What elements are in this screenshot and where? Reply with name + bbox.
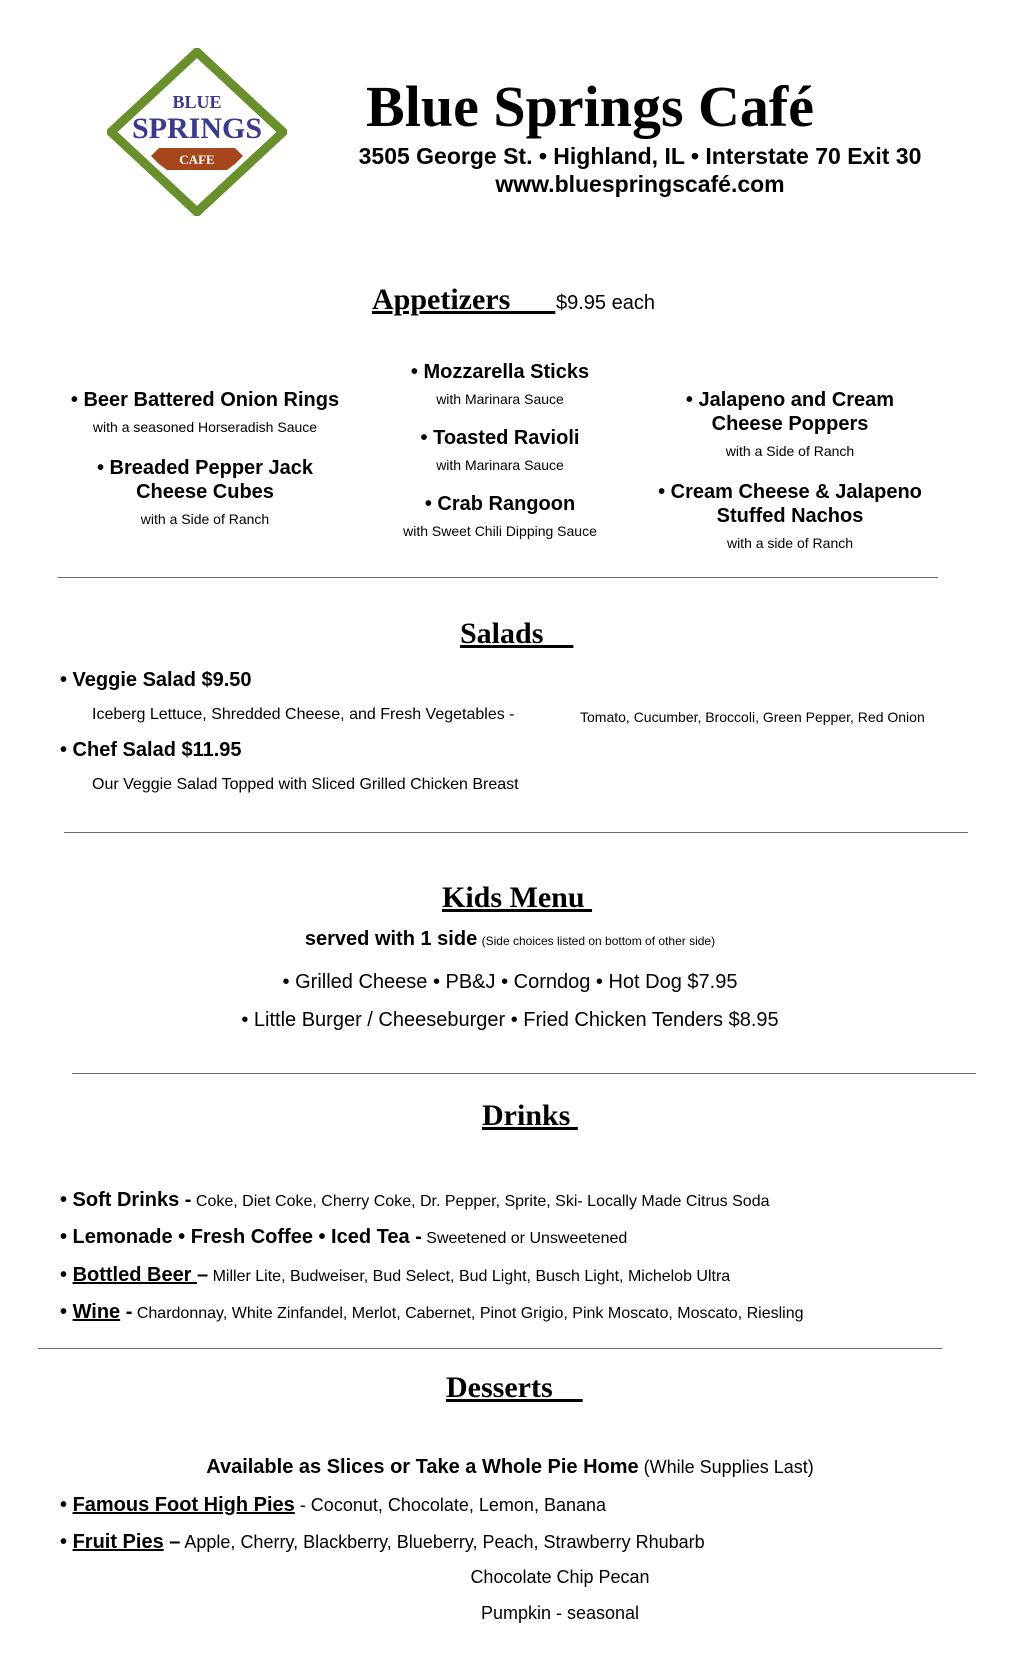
appetizer-desc: with a Side of Ranch (725, 443, 855, 459)
drink-desc: Chardonnay, White Zinfandel, Merlot, Cabernet, Pinot Grigio, Pink Moscato, Moscato, Riesling (132, 1305, 804, 1322)
drink-bullet: • (60, 1264, 73, 1286)
kids-served-label: served with 1 side (304, 928, 478, 950)
appetizer-item (70, 388, 340, 436)
cafe-website[interactable]: www.bluespringscafé.com (495, 171, 785, 197)
drink-label: Wine (72, 1301, 121, 1323)
dessert-row-famous (60, 1493, 606, 1517)
appetizers-middle-column (360, 360, 640, 560)
cafe-address: 3505 George St. • Highland, IL • Interstate 70 Exit 30 (358, 143, 922, 169)
kids-line-2: • Little Burger / Cheeseburger • Fried Chicken Tenders $8.95 (241, 1009, 779, 1031)
appetizer-desc: with a seasoned Horseradish Sauce (92, 419, 318, 435)
dessert-extra-pecan: Chocolate Chip Pecan (470, 1567, 650, 1587)
salad-desc: Iceberg Lettuce, Shredded Cheese, and Fresh Vegetables - (92, 706, 515, 723)
logo-line2: SPRINGS (131, 112, 263, 145)
desserts-heading: Desserts (446, 1371, 583, 1404)
appetizer-desc: with Marinara Sauce (436, 457, 564, 473)
appetizer-name: • Cream Cheese & Jalapeno Stuffed Nachos (658, 481, 922, 527)
section-divider (64, 832, 968, 833)
salad-title: • Veggie Salad $9.50 (60, 669, 252, 691)
cafe-title: Blue Springs Café (366, 74, 814, 139)
appetizer-item (650, 480, 930, 552)
drink-desc: Sweetened or Unsweetened (421, 1230, 628, 1247)
drink-row-lemonade (60, 1225, 627, 1251)
appetizer-item (70, 456, 340, 528)
kids-heading: Kids Menu (442, 881, 593, 914)
appetizer-name: • Breaded Pepper Jack Cheese Cubes (97, 457, 313, 503)
section-divider (38, 1348, 942, 1349)
dessert-bullet: • (60, 1494, 73, 1516)
appetizer-name: • Beer Battered Onion Rings (70, 389, 340, 411)
dessert-bullet: • (60, 1531, 73, 1553)
salads-heading: Salads (460, 617, 574, 650)
appetizer-name: • Mozzarella Sticks (410, 361, 590, 383)
salad-extra: Tomato, Cucumber, Broccoli, Green Pepper, Red Onion (580, 709, 925, 725)
cafe-logo (107, 48, 287, 216)
drink-row-beer (60, 1263, 730, 1289)
appetizer-desc: with Marinara Sauce (436, 391, 564, 407)
drink-dash: – (197, 1264, 209, 1286)
desserts-available-label: Available as Slices or Take a Whole Pie Home (206, 1456, 639, 1478)
salad-title: • Chef Salad $11.95 (60, 739, 242, 761)
salad-desc: Our Veggie Salad Topped with Sliced Grilled Chicken Breast (92, 776, 519, 793)
appetizer-item (360, 492, 640, 540)
appetizer-name: • Jalapeno and Cream Cheese Poppers (685, 389, 895, 435)
drinks-heading: Drinks (482, 1099, 578, 1132)
appetizer-name: • Crab Rangoon (424, 493, 576, 515)
drink-label: Bottled Beer (72, 1264, 198, 1286)
appetizer-item (650, 388, 930, 460)
appetizer-item (360, 426, 640, 474)
drink-desc: Coke, Diet Coke, Cherry Coke, Dr. Pepper, Sprite, Ski- Locally Made Citrus Soda (191, 1193, 770, 1210)
section-divider (72, 1073, 976, 1074)
kids-served-note: (Side choices listed on bottom of other side) (481, 934, 716, 948)
desserts-available-note: (While Supplies Last) (638, 1457, 814, 1477)
drink-bullet: • (60, 1301, 73, 1323)
appetizer-desc: with a side of Ranch (726, 535, 854, 551)
drink-desc: Miller Lite, Budweiser, Bud Select, Bud Light, Busch Light, Michelob Ultra (208, 1268, 731, 1285)
appetizer-name: • Toasted Ravioli (420, 427, 580, 449)
drink-label: • Lemonade • Fresh Coffee • Iced Tea - (60, 1226, 422, 1248)
dessert-extra-pumpkin: Pumpkin - seasonal (480, 1603, 640, 1623)
drink-row-soft (60, 1188, 769, 1214)
kids-served (0, 928, 1020, 951)
appetizer-item (360, 360, 640, 408)
logo-line3: CAFE (179, 152, 215, 167)
section-divider (58, 577, 938, 578)
appetizers-right-column (650, 388, 930, 572)
drink-dash: - (120, 1301, 133, 1323)
kids-line-1: • Grilled Cheese • PB&J • Corndog • Hot Dog $7.95 (282, 971, 738, 993)
dessert-row-fruit (60, 1530, 705, 1554)
dessert-dash: – (163, 1531, 181, 1553)
dessert-label: Fruit Pies (72, 1531, 164, 1553)
dessert-desc: Apple, Cherry, Blackberry, Blueberry, Peach, Strawberry Rhubarb (180, 1532, 705, 1552)
dessert-label: Famous Foot High Pies (72, 1494, 295, 1516)
appetizer-desc: with a Side of Ranch (140, 511, 270, 527)
appetizers-price: $9.95 each (556, 292, 655, 314)
appetizer-desc: with Sweet Chili Dipping Sauce (403, 523, 597, 539)
logo-line1: BLUE (172, 92, 222, 112)
drink-label: • Soft Drinks - (60, 1189, 192, 1211)
dessert-desc: - Coconut, Chocolate, Lemon, Banana (294, 1495, 607, 1515)
drink-row-wine (60, 1300, 804, 1326)
appetizers-left-column (70, 388, 340, 548)
appetizers-heading: Appetizers (372, 283, 556, 316)
desserts-available (0, 1455, 1020, 1479)
